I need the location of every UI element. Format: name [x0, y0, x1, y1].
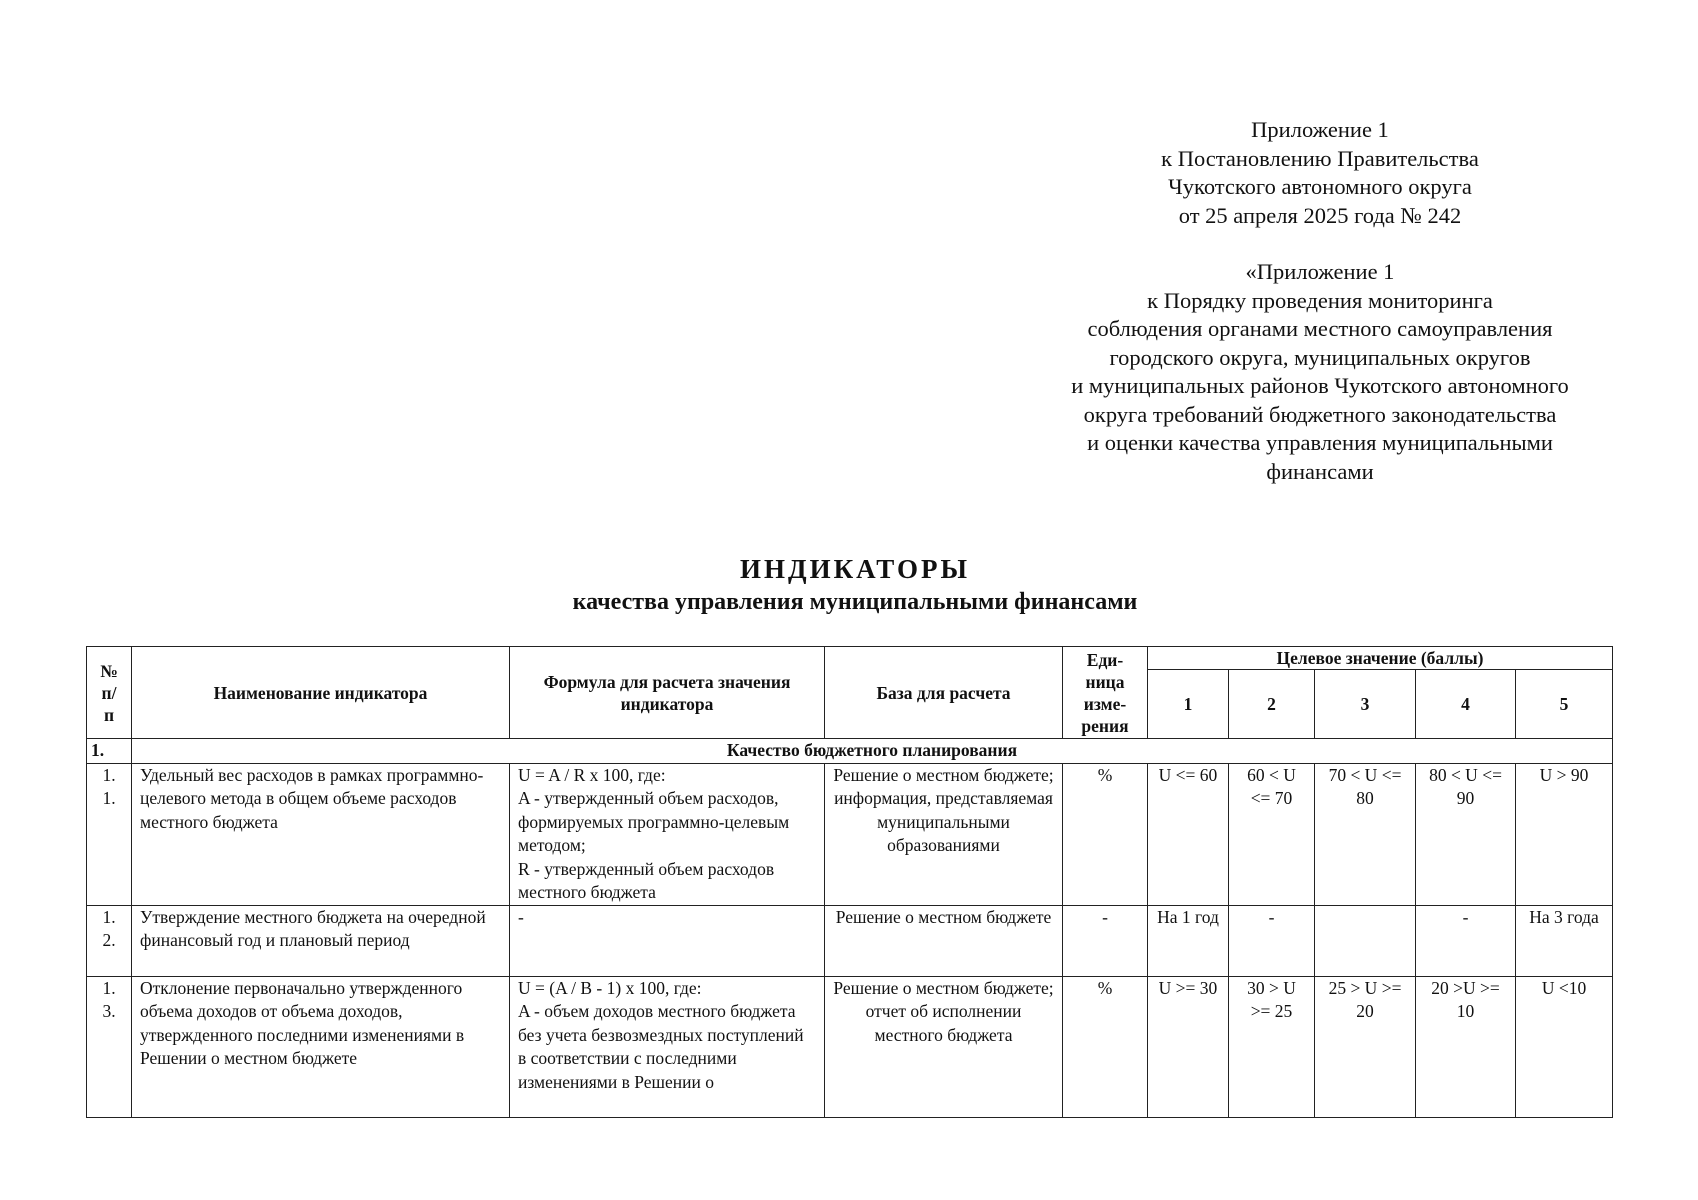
table-row	[87, 763, 1613, 905]
row-num: 1. 2.	[87, 905, 132, 976]
row-score-4: 80 < U <= 90	[1416, 763, 1516, 905]
appendix-line: Приложение 1	[1251, 117, 1389, 142]
row-indicator-name: Утверждение местного бюджета на очередной финансовый год и плановый период	[132, 905, 510, 976]
row-formula: U = (A / B - 1) x 100, где: A - объем доходов местного бюджета без учета безвозмездных поступлений в соответствии с последними изменениями в Решении о	[510, 976, 825, 1117]
header-score: 3	[1315, 670, 1416, 739]
appendix-line: «Приложение 1	[1245, 259, 1395, 284]
header-score: 1	[1148, 670, 1229, 739]
section-row	[87, 739, 1613, 764]
row-score-3	[1315, 905, 1416, 976]
row-unit: %	[1063, 976, 1148, 1117]
row-score-1: U >= 30	[1148, 976, 1229, 1117]
row-score-1: На 1 год	[1148, 905, 1229, 976]
appendix-line: городского округа, муниципальных округов	[1109, 344, 1531, 370]
row-formula: -	[510, 905, 825, 976]
header-formula: Формула для расчета значения индикатора	[510, 647, 825, 739]
row-score-3: 70 < U <= 80	[1315, 763, 1416, 905]
table-row	[87, 976, 1613, 1117]
row-score-5: U <10	[1516, 976, 1613, 1117]
document-title-sub: качества управления муниципальными финансами	[572, 589, 1138, 615]
row-unit: -	[1063, 905, 1148, 976]
row-indicator-name: Удельный вес расходов в рамках программно-целевого метода в общем объеме расходов местного бюджета	[132, 763, 510, 905]
appendix-line: к Порядку проведения мониторинга	[1147, 287, 1493, 313]
row-score-2: 30 > U >= 25	[1229, 976, 1315, 1117]
appendix-line: и муниципальных районов Чукотского автономного	[1071, 373, 1569, 398]
appendix-line: соблюдения органами местного самоуправления	[1087, 316, 1553, 341]
row-formula: U = A / R x 100, где: A - утвержденный объем расходов, формируемых программно-целевым методом; R - утвержденный объем расходов местного бюджета	[510, 763, 825, 905]
row-base: Решение о местном бюджете	[825, 905, 1063, 976]
document-title-main: ИНДИКАТОРЫ	[740, 554, 970, 584]
section-num: 1.	[87, 739, 132, 764]
row-base: Решение о местном бюджете; отчет об исполнении местного бюджета	[825, 976, 1063, 1117]
table-header-row	[87, 647, 1613, 670]
appendix-line: округа требований бюджетного законодательства	[1083, 401, 1557, 427]
header-score: 2	[1229, 670, 1315, 739]
header-num: № п/ п	[87, 647, 132, 739]
row-indicator-name: Отклонение первоначально утвержденного объема доходов от объема доходов, утвержденного последними изменениями в Решении о местном бюджете	[132, 976, 510, 1117]
appendix-line: Чукотского автономного округа	[1168, 174, 1472, 199]
header-score: 4	[1416, 670, 1516, 739]
appendix-heading-government-decree	[1040, 116, 1600, 230]
indicators-table	[86, 646, 1613, 1118]
appendix-line: финансами	[1266, 458, 1374, 484]
row-score-4: 20 >U >= 10	[1416, 976, 1516, 1117]
row-num: 1. 3.	[87, 976, 132, 1117]
row-score-1: U <= 60	[1148, 763, 1229, 905]
row-score-2: 60 < U <= 70	[1229, 763, 1315, 905]
row-base: Решение о местном бюджете; информация, представляемая муниципальными образованиями	[825, 763, 1063, 905]
appendix-line: и оценки качества управления муниципальными	[1087, 430, 1553, 455]
row-num: 1. 1.	[87, 763, 132, 905]
header-score: 5	[1516, 670, 1613, 739]
row-score-3: 25 > U >= 20	[1315, 976, 1416, 1117]
appendix-heading-procedure	[1040, 258, 1600, 486]
row-score-5: U > 90	[1516, 763, 1613, 905]
header-base: База для расчета	[825, 647, 1063, 739]
header-target-value: Целевое значение (баллы)	[1148, 647, 1613, 670]
appendix-line: к Постановлению Правительства	[1161, 145, 1479, 171]
table-row	[87, 905, 1613, 976]
row-score-2: -	[1229, 905, 1315, 976]
header-indicator-name: Наименование индикатора	[132, 647, 510, 739]
header-unit: Еди- ница изме- рения	[1063, 647, 1148, 739]
row-score-4: -	[1416, 905, 1516, 976]
document-title	[460, 552, 1250, 618]
section-title: Качество бюджетного планирования	[132, 739, 1613, 764]
row-score-5: На 3 года	[1516, 905, 1613, 976]
row-unit: %	[1063, 763, 1148, 905]
appendix-line: от 25 апреля 2025 года № 242	[1178, 202, 1462, 228]
